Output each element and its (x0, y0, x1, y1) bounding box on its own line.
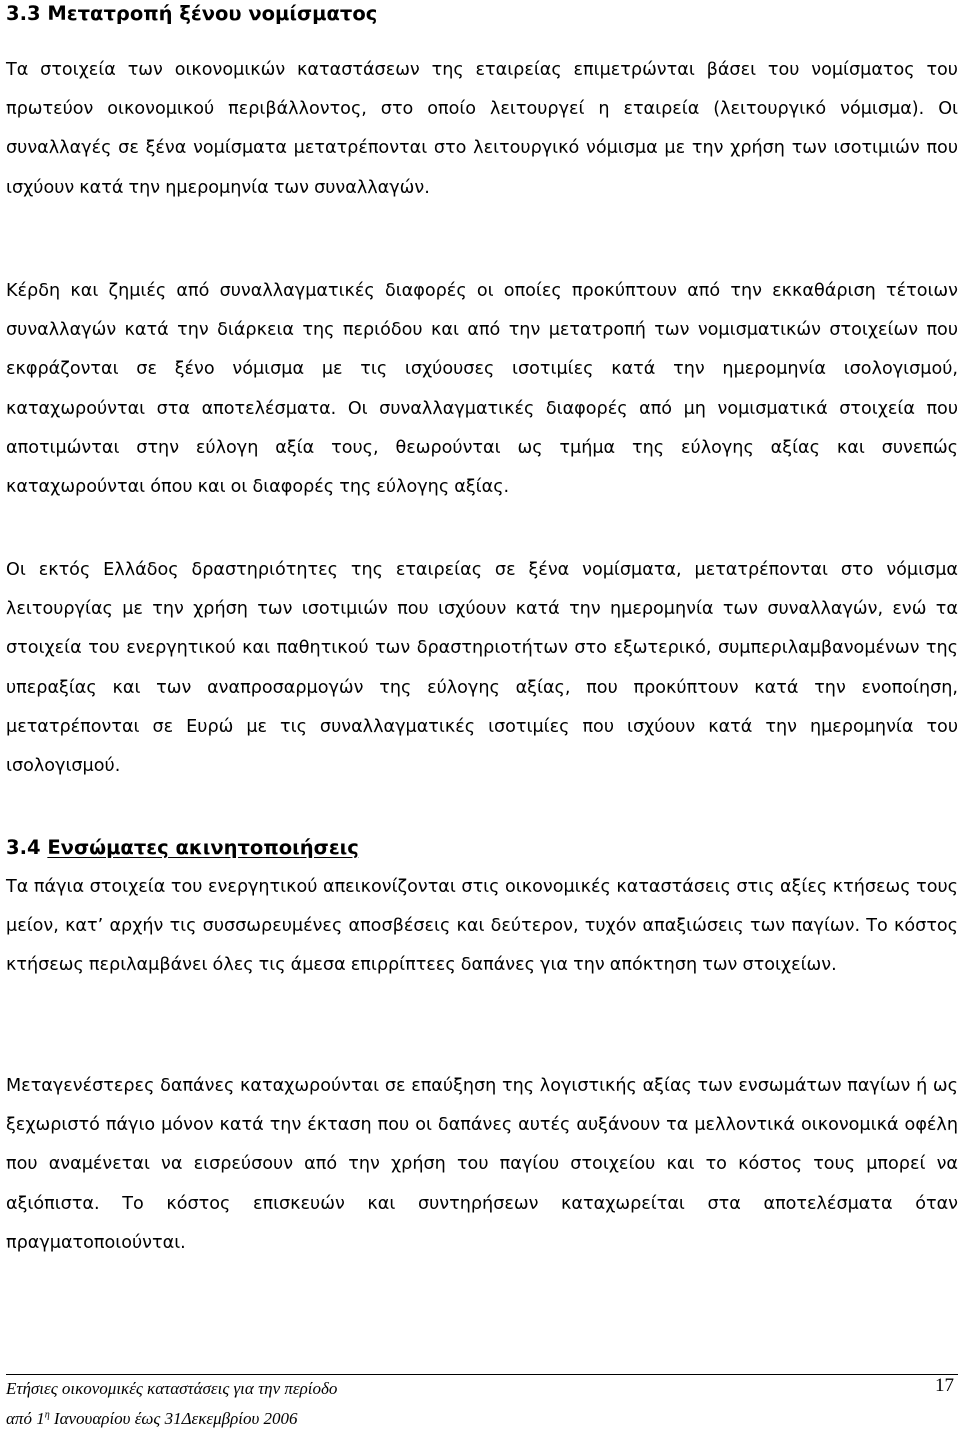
paragraph-exchange-differences: Κέρδη και ζημιές από συναλλαγματικές διαφορές οι οποίες προκύπτουν από την εκκαθάριση τέτοιων συναλλαγών κατά την διάρκεια της περιόδου και από την μετατροπή των νομισματικών στοιχείων που εκφράζονται σε ξένο νόμισμα με τις ισχύουσες ισοτιμίες κατά την ημερομηνία ισολογισμού, καταχωρούνται στα αποτελέσματα. Οι συναλλαγματικές διαφορές από μη νομισματικά στοιχεία που αποτιμώνται στην εύλογη αξία τους, θεωρούνται ως τμήμα της εύλογης αξίας και συνεπώς καταχωρούνται όπου και οι διαφορές της εύλογης αξίας. (6, 281, 958, 498)
paragraph-acquisition-cost: Τα πάγια στοιχεία του ενεργητικού απεικονίζονται στις οικονομικές καταστάσεις στις αξίες κτήσεως τους μείον, κατ’ αρχήν τις συσσωρευμένες αποσβέσεις και δεύτερον, τυχόν απαξιώσεις των παγίων. Το κόστος κτήσεως περιλαμβάνει όλες τις άμεσα επιρρίπτεες δαπάνες για την απόκτηση των στοιχείων. (6, 877, 958, 976)
footer-line-1: Ετήσιες οικονομικές καταστάσεις για την περίοδο (6, 1379, 338, 1398)
section-title: Μετατροπή ξένου νομίσματος (47, 2, 378, 25)
section-title: Ενσώματες ακινητοποιήσεις (47, 836, 359, 859)
footer-divider (6, 1374, 958, 1375)
footer-line-2 (6, 1408, 958, 1430)
paragraph-functional-currency: Τα στοιχεία των οικονομικών καταστάσεων της εταιρείας επιμετρώνται βάσει του νομίσματος του πρωτεύον οικονομικού περιβάλλοντος, στο οποίο λειτουργεί η εταιρεία (λειτουργικό νόμισμα). Οι συναλλαγές σε ξένα νομίσματα μετατρέπονται στο λειτουργικό νόμισμα με την χρήση των ισοτιμιών που ισχύουν κατά την ημερομηνία των συναλλαγών. (6, 60, 958, 198)
section-number: 3.4 (6, 836, 41, 859)
section-heading-tangible-assets (6, 836, 359, 860)
footer-date-suffix: Ιανουαρίου έως 31Δεκεμβρίου 2006 (49, 1409, 298, 1428)
footer-ordinal-superscript: η (44, 1409, 50, 1421)
page-number: 17 (935, 1375, 954, 1396)
section-number: 3.3 (6, 2, 41, 25)
paragraph-subsequent-expenditure: Μεταγενέστερες δαπάνες καταχωρούνται σε επαύξηση της λογιστικής αξίας των ενσωμάτων παγίων ή ως ξεχωριστό πάγιο μόνον κατά την έκταση που οι δαπάνες αυτές αυξάνουν τα μελλοντικά οικονομικά οφέλη που αναμένεται να εισρεύσουν από την χρήση του παγίου στοιχείου και το κόστος τους μπορεί να αξιόπιστα. Το κόστος επισκευών και συντηρήσεων καταχωρείται στα αποτελέσματα όταν πραγματοποιούνται. (6, 1076, 958, 1253)
paragraph-foreign-operations: Οι εκτός Ελλάδος δραστηριότητες της εταιρείας σε ξένα νομίσματα, μετατρέπονται στο νόμισμα λειτουργίας με την χρήση των ισοτιμιών που ισχύουν κατά την ημερομηνία των συναλλαγών, ενώ τα στοιχεία του ενεργητικού και παθητικού των δραστηριοτήτων στο εξωτερικό, συμπεριλαμβανομένων της υπεραξίας και των αναπροσαρμογών της εύλογης αξίας, που προκύπτουν κατά την ενοποίηση, μετατρέπονται σε Ευρώ με τις συναλλαγματικές ισοτιμίες που ισχύουν κατά την ημερομηνία του ισολογισμού. (6, 560, 958, 777)
footer-date-prefix: από 1 (6, 1409, 45, 1428)
section-heading-currency-conversion (6, 2, 377, 26)
